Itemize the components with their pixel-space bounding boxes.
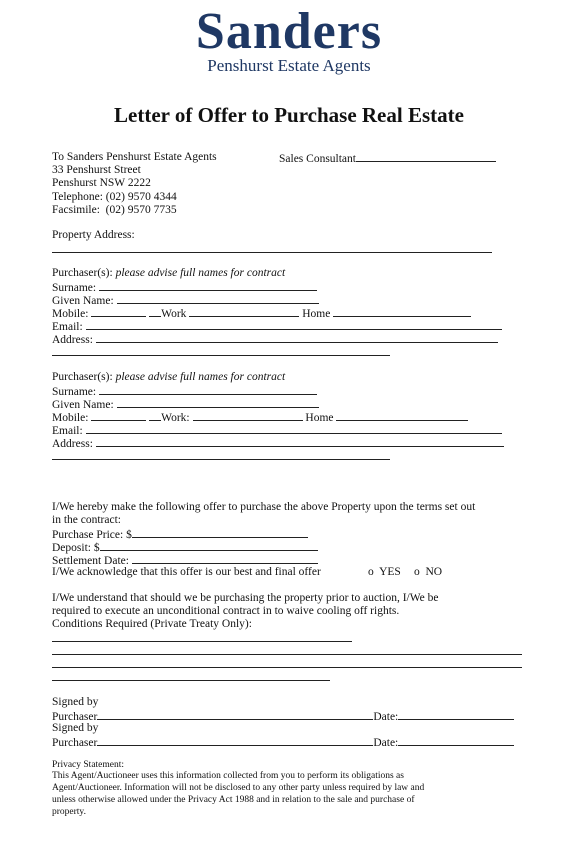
- auction-text-line1: I/We understand that should we be purchasing the property prior to auction, I/We be: [52, 592, 439, 604]
- agent-street: 33 Penshurst Street: [52, 164, 141, 176]
- purchaser2-mobile-field[interactable]: [91, 410, 146, 421]
- offer-text-line2: in the contract:: [52, 514, 121, 526]
- purchaser2-heading: Purchaser(s): please advise full names for contract: [52, 371, 286, 383]
- auction-text-line2: required to execute an unconditional contract in to waive cooling off rights.: [52, 605, 400, 617]
- property-address-label: Property Address:: [52, 229, 135, 241]
- privacy-text-line3: unless otherwise allowed under the Privacy Act 1988 and in relation to the sale and purchase of: [52, 795, 415, 805]
- sales-consultant-label: Sales Consultant: [279, 151, 496, 166]
- purchaser2-email: Email:: [52, 423, 502, 438]
- conditions-line4[interactable]: [52, 680, 330, 681]
- conditions-line2[interactable]: [52, 654, 522, 655]
- property-address-field[interactable]: [52, 252, 492, 253]
- purchaser1-address-field[interactable]: [96, 332, 498, 343]
- no-radio[interactable]: o: [414, 566, 420, 578]
- purchaser1-mobile-field[interactable]: [91, 306, 146, 317]
- purchaser2-surname-field[interactable]: [99, 384, 317, 395]
- conditions-label: Conditions Required (Private Treaty Only):: [52, 618, 252, 630]
- signed-by-label-1: Signed by: [52, 696, 99, 708]
- purchaser2-date-field[interactable]: [398, 735, 514, 746]
- agent-suburb: Penshurst NSW 2222: [52, 177, 151, 189]
- purchaser1-surname: Surname:: [52, 280, 317, 295]
- privacy-text-line2: Agent/Auctioneer. Information will not be disclosed to any other party unless required by law and: [52, 783, 425, 793]
- purchaser1-signature-field[interactable]: [97, 709, 373, 720]
- purchaser2-address-line2[interactable]: [52, 459, 390, 460]
- agent-telephone: Telephone: (02) 9570 4344: [52, 191, 177, 203]
- purchaser2-work-field[interactable]: [193, 410, 303, 421]
- purchaser2-signature: Purchaser Date:: [52, 735, 514, 750]
- purchaser2-email-field[interactable]: [86, 423, 502, 434]
- settlement-date: Settlement Date:: [52, 553, 318, 568]
- purchaser2-address: Address:: [52, 436, 504, 451]
- purchaser1-surname-field[interactable]: [99, 280, 317, 291]
- purchaser2-surname: Surname:: [52, 384, 317, 399]
- privacy-text-line1: This Agent/Auctioneer uses this information collected from you to perform its obligations as: [52, 771, 404, 781]
- purchaser1-given-name-field[interactable]: [117, 293, 319, 304]
- agency-logo: Sanders: [195, 3, 383, 60]
- purchase-price-field[interactable]: [132, 527, 308, 538]
- agent-facsimile: Facsimile: (02) 9570 7735: [52, 204, 177, 216]
- purchaser1-heading: Purchaser(s): please advise full names for contract: [52, 267, 286, 279]
- privacy-text-line4: property.: [52, 807, 86, 817]
- purchaser1-address: Address:: [52, 332, 498, 347]
- purchase-price: Purchase Price: $: [52, 527, 308, 542]
- deposit: Deposit: $: [52, 540, 318, 555]
- purchaser1-given-name: Given Name:: [52, 293, 319, 308]
- purchaser1-email: Email:: [52, 319, 502, 334]
- privacy-heading: Privacy Statement:: [52, 760, 125, 770]
- sales-consultant-field[interactable]: [356, 151, 496, 162]
- offer-text-line1: I/We hereby make the following offer to purchase the above Property upon the terms set out: [52, 501, 476, 513]
- agency-logo-subtitle: Penshurst Estate Agents: [207, 56, 371, 75]
- purchaser1-phones: Mobile: Work Home: [52, 306, 471, 321]
- purchaser1-signature: Purchaser Date:: [52, 709, 514, 724]
- purchaser1-email-field[interactable]: [86, 319, 502, 330]
- purchaser1-home-field[interactable]: [333, 306, 471, 317]
- purchaser2-given-name-field[interactable]: [117, 397, 319, 408]
- purchaser2-signature-field[interactable]: [97, 735, 373, 746]
- conditions-line1[interactable]: [52, 641, 352, 642]
- no-option[interactable]: o NO: [414, 566, 443, 578]
- settlement-date-field[interactable]: [132, 553, 318, 564]
- purchaser2-home-field[interactable]: [336, 410, 468, 421]
- deposit-field[interactable]: [100, 540, 318, 551]
- purchaser2-address-field[interactable]: [96, 436, 504, 447]
- purchaser1-work-field[interactable]: [189, 306, 299, 317]
- conditions-line3[interactable]: [52, 667, 522, 668]
- signed-by-label-2: Signed by: [52, 722, 99, 734]
- purchaser2-phones: Mobile: Work: Home: [52, 410, 468, 425]
- purchaser2-given-name: Given Name:: [52, 397, 319, 412]
- yes-radio[interactable]: o: [368, 566, 374, 578]
- yes-option[interactable]: o YES: [368, 566, 401, 578]
- best-final-offer: I/We acknowledge that this offer is our best and final offer: [52, 566, 321, 578]
- purchaser1-date-field[interactable]: [398, 709, 514, 720]
- purchaser1-address-line2[interactable]: [52, 355, 390, 356]
- document-title: Letter of Offer to Purchase Real Estate: [114, 103, 464, 127]
- agent-to: To Sanders Penshurst Estate Agents: [52, 151, 217, 163]
